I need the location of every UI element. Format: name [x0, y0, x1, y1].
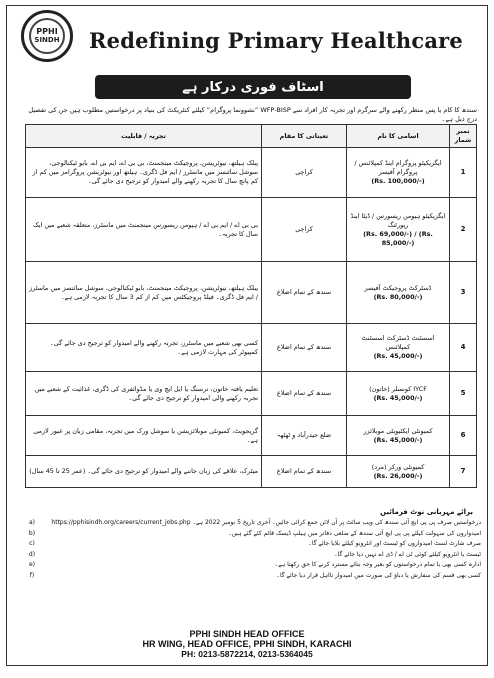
header-location: تعیناتی کا مقام [262, 125, 347, 148]
table-row [26, 372, 477, 416]
row-number: 6 [450, 416, 477, 456]
careers-link[interactable]: https://pphisindh.org/careers/current_jobs.php [51, 519, 191, 526]
list-item [25, 560, 481, 571]
position-pay: (Rs. 80,000/-) [373, 292, 423, 301]
position-cell [347, 324, 450, 372]
list-item [25, 529, 481, 540]
requirements-cell: پبلک ہیلتھ، نیوٹریشن، پروجیکٹ مینجمنٹ، بایو ٹیکنالوجی، سوشل سائنسز میں ماسٹرز / ایم فل ڈگری۔ فیلڈ پروجیکٹس میں کم از کم 3 سال کا تجربہ لازمی ہے۔ [26, 262, 262, 324]
row-number: 5 [450, 372, 477, 416]
location-cell: ضلع حیدرآباد و ٹھٹھہ [262, 416, 347, 456]
location-cell: سندھ کے تمام اضلاع [262, 372, 347, 416]
position-pay: (Rs. 69,000/-) / (Rs. 85,000/-) [363, 229, 433, 247]
note-text: ٹیسٹ یا انٹرویو کیلئے کوئی ٹی اے / ڈی اے نہیں دیا جائے گا۔ [334, 550, 481, 558]
position-cell [347, 416, 450, 456]
intro-text: سندھ کا کام یا پس منظر رکھنے والے سرگرم اور تجربہ کار افراد سے WFP-BISP ”نشوونما پروگرام“ کیلئے کنٹریکٹ کی بنیاد پر درخواستیں مطلوب ہیں جن کی تفصیل درج ذیل ہے۔ [28, 106, 477, 123]
table-header-row [26, 125, 477, 148]
footer-address: HR WING, HEAD OFFICE, PPHI SINDH, KARACHI [142, 639, 352, 649]
footer-office-name: PPHI SINDH HEAD OFFICE [189, 629, 305, 639]
header-position: اسامی کا نام [347, 125, 450, 148]
urgent-staff-banner: اسٹاف فوری درکار ہے [95, 75, 411, 99]
position-pay: (Rs. 45,000/-) [373, 352, 423, 360]
position-title: کمیونٹی ایکٹیویٹی موبلائزر [363, 426, 433, 435]
note-text: کسی بھی قسم کی سفارش یا دباؤ کی صورت میں امیدوار نااہل قرار دیا جائے گا۔ [276, 571, 481, 579]
note-text: صرف شارٹ لسٹ امیدواروں کو ٹیسٹ اور انٹرویو کیلئے بلایا جائے گا۔ [308, 540, 481, 547]
job-advertisement [6, 5, 488, 666]
position-cell [347, 148, 450, 198]
positions-table [25, 124, 477, 488]
note-label: d) [28, 550, 36, 558]
location-cell: کراچی [262, 148, 347, 198]
pphi-logo [21, 10, 73, 62]
note-text: ادارہ کسی بھی یا تمام درخواستوں کو بغیر وجہ بتائے مسترد کرنے کا حق رکھتا ہے۔ [274, 561, 481, 568]
note-label: c) [29, 540, 35, 547]
footer [7, 629, 487, 659]
requirements-cell: کسی بھی شعبے میں ماسٹرز، تجربہ رکھنے والے امیدوار کو ترجیح دی جائے گی۔ کمپیوٹر کی مہارت لازمی ہے۔ [26, 324, 262, 372]
note-label: b) [28, 529, 36, 537]
requirements-cell: پبلک ہیلتھ، نیوٹریشن، پروجیکٹ مینجمنٹ، بی بی اے، ایم بی اے، بایو ٹیکنالوجی، سوشل سائنسز میں ماسٹرز / ایم فل ڈگری۔ ہیلتھ اور نیوٹریشن پروگرامز میں کم از کم پانچ سال کا تجربہ رکھنے والے امیدوار کو ترجیح دی جائے گی۔ [26, 148, 262, 198]
list-item [25, 518, 481, 529]
table-row [26, 262, 477, 324]
table-row [26, 324, 477, 372]
position-title: IYCF کونسلر (خاتون) [369, 384, 427, 393]
header [7, 6, 487, 78]
position-cell [347, 262, 450, 324]
position-title: کمیونٹی ورکر (مرد) [371, 462, 425, 471]
logo-text-sindh: SINDH [34, 36, 60, 44]
position-title: ایگزیکیٹو ہیومن ریسورس / ڈیٹا اینڈ رپورٹنگ [350, 211, 446, 229]
requirements-cell: گریجویٹ، کمیونٹی موبلائزیشن یا سوشل ورک میں تجربہ، مقامی زبان پر عبور لازمی ہے۔ [26, 416, 262, 456]
location-cell: سندھ کے تمام اضلاع [262, 324, 347, 372]
position-pay: (Rs. 100,000/-) [371, 177, 425, 185]
row-number: 1 [450, 148, 477, 198]
position-title: ایگزیکیٹو پروگرام اینڈ کمپلائنس / پروگرام آفیسر [354, 159, 442, 176]
requirements-cell: تعلیم یافتہ خاتون، نرسنگ یا ایل ایچ وی یا مڈوائفری کی ڈگری، غذائیت کے شعبے میں تجربہ رکھنے والی امیدوار کو ترجیح دی جائے گی۔ [26, 372, 262, 416]
note-text [39, 518, 481, 529]
header-number: نمبر شمار [450, 125, 477, 148]
position-title: ڈسٹرکٹ پروجیکٹ آفیسر [364, 283, 432, 292]
table-row [26, 148, 477, 198]
location-cell: سندھ کے تمام اضلاع [262, 456, 347, 488]
tagline: Redefining Primary Healthcare [89, 28, 463, 53]
table-row [26, 456, 477, 488]
note-body: درخواستیں صرف پی پی ایچ آئی سندھ کی ویب سائٹ پر آن لائن جمع کرائی جائیں۔ آخری تاریخ 5 نومبر 2022 ہے۔ [192, 519, 481, 526]
row-number: 3 [450, 262, 477, 324]
position-pay: (Rs. 45,000/-) [373, 435, 423, 444]
table-row [26, 198, 477, 262]
note-text: امیدواروں کی سہولت کیلئے پی پی ایچ آئی سندھ کے ضلعی دفاتر میں ہیلپ ڈیسک قائم کئے گئے ہیں۔ [228, 529, 481, 537]
note-label: a) [28, 519, 36, 526]
header-requirements: تجربہ / قابلیت [26, 125, 262, 148]
list-item [25, 539, 481, 550]
row-number: 4 [450, 324, 477, 372]
table-row [26, 416, 477, 456]
position-cell [347, 198, 450, 262]
footer-phone: PH: 0213-5872214, 0213-5364045 [181, 649, 313, 659]
note-label: e) [28, 561, 36, 568]
list-item [25, 571, 481, 582]
row-number: 2 [450, 198, 477, 262]
position-pay: (Rs. 45,000/-) [373, 393, 423, 402]
position-cell [347, 372, 450, 416]
logo-text-pphi: PPHI [36, 27, 58, 36]
location-cell: کراچی [262, 198, 347, 262]
requirements-cell: میٹرک، علاقے کی زبان جاننے والے امیدوار کو ترجیح دی جائے گی۔ (عمر 25 تا 45 سال) [26, 456, 262, 488]
note-label: f) [29, 571, 35, 579]
position-pay: (Rs. 26,000/-) [373, 471, 423, 480]
requirements-cell: بی بی اے / ایم بی اے / ہیومن ریسورس مینجمنٹ میں ماسٹرز، متعلقہ شعبے میں ایک سال کا تجربہ۔ [26, 198, 262, 262]
position-title: اسسٹنٹ ڈسٹرکٹ اسسٹنٹ کمپلائنس [361, 334, 435, 351]
location-cell: سندھ کے تمام اضلاع [262, 262, 347, 324]
list-item [25, 550, 481, 561]
notes-title: برائے مہربانی نوٹ فرمائیں [380, 508, 473, 516]
position-cell [347, 456, 450, 488]
notes-list [25, 518, 481, 581]
row-number: 7 [450, 456, 477, 488]
